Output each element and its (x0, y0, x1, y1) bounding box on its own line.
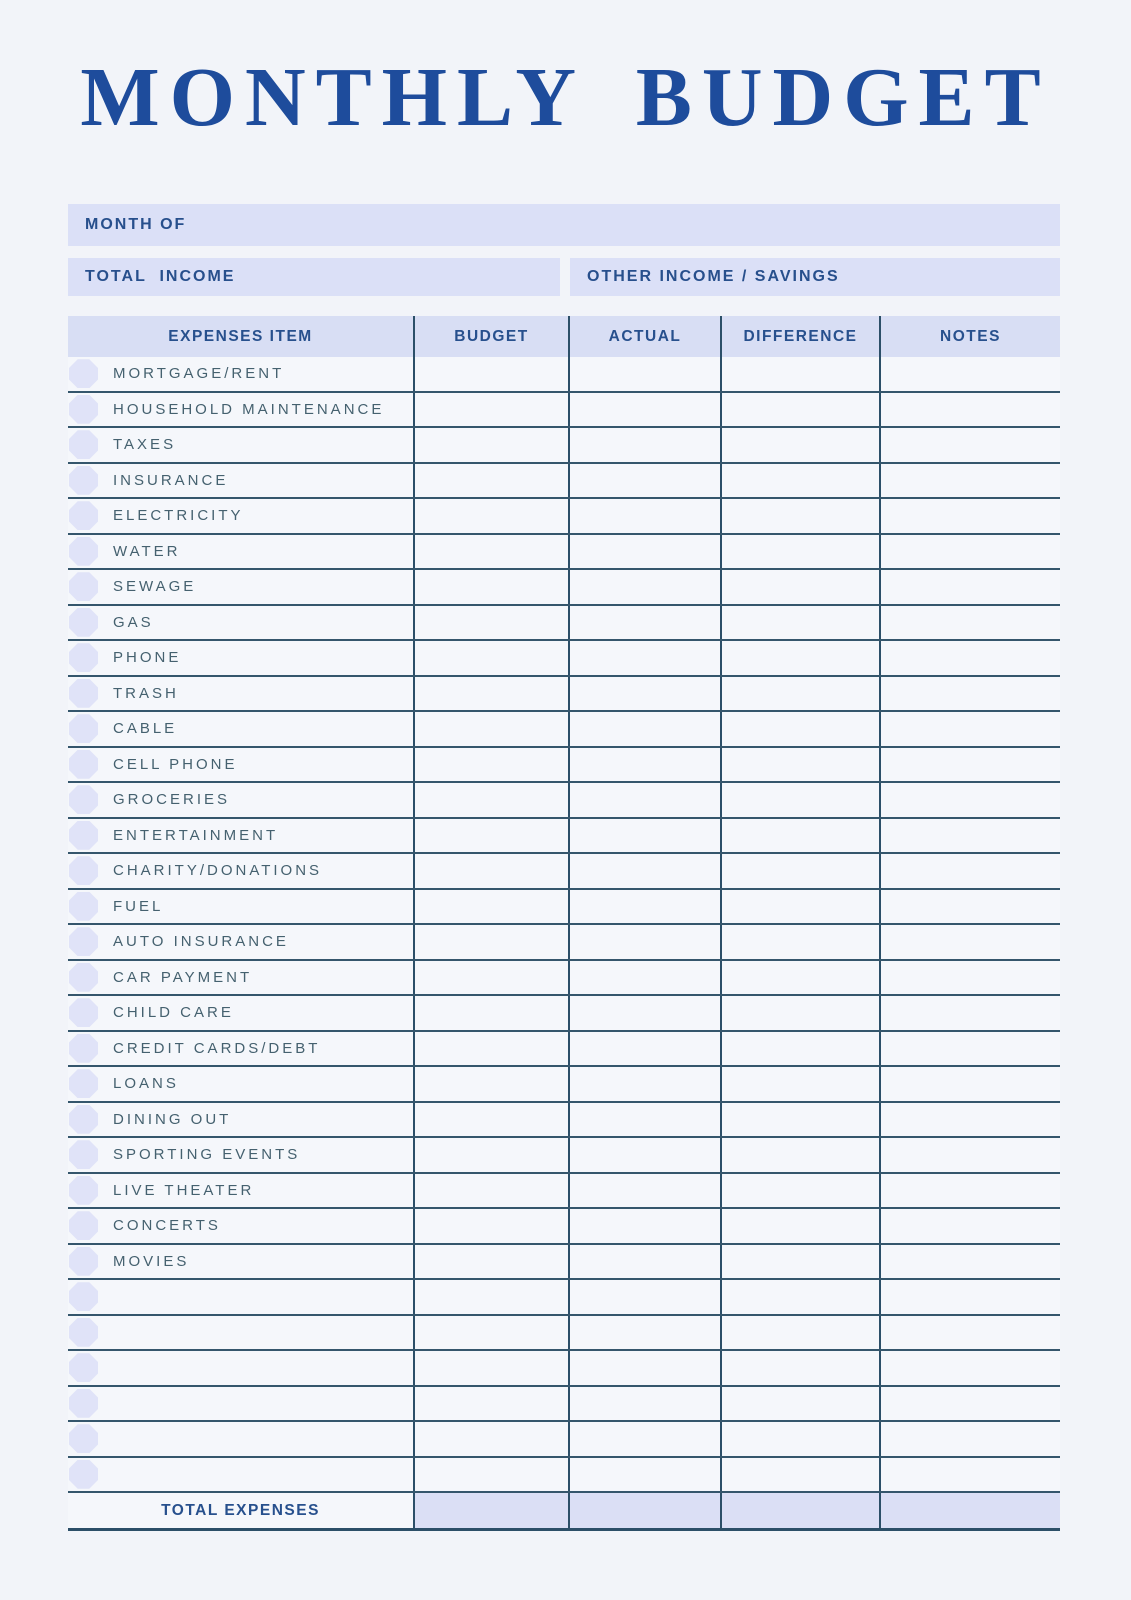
actual-cell (568, 783, 720, 817)
table-row (68, 1316, 1060, 1352)
column-header-expenses-item: EXPENSES ITEM (168, 327, 313, 345)
expense-item-label: INSURANCE (113, 471, 229, 489)
actual-cell (568, 854, 720, 888)
notes-cell (879, 1103, 1060, 1137)
difference-cell (720, 393, 879, 427)
notes-cell (879, 996, 1060, 1030)
table-row (68, 677, 1060, 713)
difference-cell (720, 1032, 879, 1066)
table-row (68, 925, 1060, 961)
expense-item-label: SEWAGE (113, 578, 197, 596)
bullet-octagon-icon (69, 821, 98, 850)
table-row (68, 783, 1060, 819)
actual-cell (568, 1422, 720, 1456)
bullet-octagon-icon (69, 1211, 98, 1240)
notes-cell (879, 854, 1060, 888)
bullet-octagon-icon (69, 679, 98, 708)
expense-item-label: WATER (113, 542, 181, 560)
expense-item-label: HOUSEHOLD MAINTENANCE (113, 400, 385, 418)
notes-cell (879, 464, 1060, 498)
budget-cell (413, 1280, 568, 1314)
expense-item-cell (68, 1316, 413, 1350)
expense-item-cell (68, 1138, 413, 1172)
actual-cell (568, 1032, 720, 1066)
budget-cell (413, 677, 568, 711)
budget-cell (413, 1067, 568, 1101)
budget-cell (413, 499, 568, 533)
notes-cell (879, 1458, 1060, 1492)
budget-cell (413, 854, 568, 888)
budget-cell (413, 1387, 568, 1421)
actual-cell (568, 1245, 720, 1279)
bullet-octagon-icon (69, 572, 98, 601)
actual-cell (568, 606, 720, 640)
expense-item-cell (68, 854, 413, 888)
expense-item-cell (68, 641, 413, 675)
table-row (68, 712, 1060, 748)
budget-cell (413, 783, 568, 817)
expense-item-cell (68, 1103, 413, 1137)
bullet-octagon-icon (69, 856, 98, 885)
bullet-octagon-icon (69, 1069, 98, 1098)
difference-cell (720, 499, 879, 533)
bullet-octagon-icon (69, 750, 98, 779)
actual-cell (568, 890, 720, 924)
expense-item-label: DINING OUT (113, 1110, 232, 1128)
bullet-octagon-icon (69, 1140, 98, 1169)
bullet-octagon-icon (69, 1105, 98, 1134)
bullet-octagon-icon (69, 395, 98, 424)
expense-item-cell (68, 748, 413, 782)
difference-cell (720, 535, 879, 569)
expense-item-cell (68, 1351, 413, 1385)
budget-cell (413, 961, 568, 995)
budget-cell (413, 1103, 568, 1137)
table-row (68, 1458, 1060, 1494)
expense-item-label: PHONE (113, 649, 182, 667)
actual-cell (568, 1316, 720, 1350)
page-title: MONTHLY BUDGET (80, 51, 1051, 144)
column-header-actual: ACTUAL (568, 316, 720, 357)
table-row (68, 996, 1060, 1032)
expense-item-label: MORTGAGE/RENT (113, 365, 285, 383)
expense-item-cell (68, 996, 413, 1030)
notes-cell (879, 641, 1060, 675)
expense-item-cell (68, 1387, 413, 1421)
notes-cell (879, 677, 1060, 711)
expense-item-label: AUTO INSURANCE (113, 933, 289, 951)
expense-item-label: LIVE THEATER (113, 1181, 255, 1199)
actual-cell (568, 925, 720, 959)
bullet-octagon-icon (69, 927, 98, 956)
table-row (68, 854, 1060, 890)
budget-cell (413, 606, 568, 640)
actual-cell (568, 748, 720, 782)
notes-cell (879, 890, 1060, 924)
expense-item-cell (68, 357, 413, 391)
expense-item-cell (68, 570, 413, 604)
actual-cell (568, 428, 720, 462)
expense-item-cell (68, 393, 413, 427)
bullet-octagon-icon (69, 892, 98, 921)
expense-item-cell (68, 925, 413, 959)
budget-cell (413, 535, 568, 569)
budget-cell (413, 712, 568, 746)
column-header-budget: BUDGET (413, 316, 568, 357)
bullet-octagon-icon (69, 466, 98, 495)
table-row (68, 570, 1060, 606)
expense-item-label: LOANS (113, 1075, 179, 1093)
actual-cell (568, 819, 720, 853)
bullet-octagon-icon (69, 359, 98, 388)
expense-item-label: GROCERIES (113, 791, 231, 809)
notes-cell (879, 1174, 1060, 1208)
expense-item-label: CABLE (113, 720, 178, 738)
expense-item-cell (68, 464, 413, 498)
other-income-savings-label: OTHER INCOME / SAVINGS (587, 268, 840, 285)
actual-cell (568, 535, 720, 569)
budget-cell (413, 428, 568, 462)
budget-cell (413, 1316, 568, 1350)
notes-cell (879, 748, 1060, 782)
total-income-field (68, 258, 560, 296)
total-expenses-label: TOTAL EXPENSES (161, 1501, 320, 1519)
table-row (68, 961, 1060, 997)
actual-cell (568, 677, 720, 711)
total-notes-cell (879, 1493, 1060, 1528)
difference-cell (720, 1458, 879, 1492)
expense-item-label: SPORTING EVENTS (113, 1146, 301, 1164)
notes-cell (879, 1316, 1060, 1350)
budget-cell (413, 357, 568, 391)
actual-cell (568, 393, 720, 427)
difference-cell (720, 606, 879, 640)
budget-cell (413, 641, 568, 675)
expense-item-label: CONCERTS (113, 1217, 221, 1235)
actual-cell (568, 961, 720, 995)
budget-cell (413, 1422, 568, 1456)
bullet-octagon-icon (69, 1176, 98, 1205)
table-row (68, 1387, 1060, 1423)
bullet-octagon-icon (69, 963, 98, 992)
expense-item-label: GAS (113, 613, 154, 631)
difference-cell (720, 357, 879, 391)
total-budget-cell (413, 1493, 568, 1528)
bullet-octagon-icon (69, 608, 98, 637)
budget-cell (413, 996, 568, 1030)
table-row (68, 393, 1060, 429)
other-income-savings-field (570, 258, 1060, 296)
notes-cell (879, 393, 1060, 427)
table-row (68, 1174, 1060, 1210)
actual-cell (568, 464, 720, 498)
difference-cell (720, 748, 879, 782)
difference-cell (720, 677, 879, 711)
bullet-octagon-icon (69, 537, 98, 566)
table-row (68, 819, 1060, 855)
notes-cell (879, 1245, 1060, 1279)
budget-cell (413, 393, 568, 427)
difference-cell (720, 996, 879, 1030)
expense-item-label: ENTERTAINMENT (113, 826, 279, 844)
table-header-row (68, 316, 1060, 357)
notes-cell (879, 1209, 1060, 1243)
table-row (68, 641, 1060, 677)
bullet-octagon-icon (69, 1389, 98, 1418)
expense-item-label: TRASH (113, 684, 179, 702)
actual-cell (568, 1067, 720, 1101)
notes-cell (879, 783, 1060, 817)
expense-item-label: CHILD CARE (113, 1004, 234, 1022)
notes-cell (879, 961, 1060, 995)
bullet-octagon-icon (69, 1353, 98, 1382)
difference-cell (720, 1138, 879, 1172)
budget-cell (413, 1245, 568, 1279)
bullet-octagon-icon (69, 1247, 98, 1276)
expense-item-cell (68, 1245, 413, 1279)
difference-cell (720, 1316, 879, 1350)
total-actual-cell (568, 1493, 720, 1528)
expense-item-label: TAXES (113, 436, 177, 454)
bullet-octagon-icon (69, 1034, 98, 1063)
actual-cell (568, 712, 720, 746)
total-expenses-row (68, 1493, 1060, 1531)
table-row (68, 535, 1060, 571)
bullet-octagon-icon (69, 1460, 98, 1489)
table-row (68, 357, 1060, 393)
expense-item-cell (68, 961, 413, 995)
difference-cell (720, 1103, 879, 1137)
table-row (68, 748, 1060, 784)
budget-cell (413, 1351, 568, 1385)
bullet-octagon-icon (69, 430, 98, 459)
expense-item-cell (68, 677, 413, 711)
expense-item-cell (68, 535, 413, 569)
actual-cell (568, 1387, 720, 1421)
notes-cell (879, 1067, 1060, 1101)
column-header-notes: NOTES (879, 316, 1060, 357)
budget-cell (413, 1032, 568, 1066)
notes-cell (879, 535, 1060, 569)
difference-cell (720, 1351, 879, 1385)
expense-item-cell (68, 712, 413, 746)
bullet-octagon-icon (69, 1282, 98, 1311)
difference-cell (720, 1280, 879, 1314)
bullet-octagon-icon (69, 998, 98, 1027)
expense-item-cell (68, 606, 413, 640)
difference-cell (720, 1209, 879, 1243)
difference-cell (720, 428, 879, 462)
notes-cell (879, 1351, 1060, 1385)
expense-item-cell (68, 1280, 413, 1314)
actual-cell (568, 1174, 720, 1208)
difference-cell (720, 819, 879, 853)
difference-cell (720, 712, 879, 746)
notes-cell (879, 357, 1060, 391)
actual-cell (568, 996, 720, 1030)
expense-item-label: CHARITY/DONATIONS (113, 862, 323, 880)
budget-cell (413, 890, 568, 924)
table-body (68, 357, 1060, 1493)
notes-cell (879, 1032, 1060, 1066)
expense-item-cell (68, 428, 413, 462)
actual-cell (568, 1138, 720, 1172)
table-row (68, 1067, 1060, 1103)
table-row (68, 1138, 1060, 1174)
budget-cell (413, 748, 568, 782)
notes-cell (879, 570, 1060, 604)
difference-cell (720, 783, 879, 817)
table-row (68, 1280, 1060, 1316)
month-of-label: MONTH OF (85, 216, 187, 233)
difference-cell (720, 464, 879, 498)
expense-item-cell (68, 499, 413, 533)
expense-item-cell (68, 1422, 413, 1456)
expense-item-cell (68, 1067, 413, 1101)
difference-cell (720, 1387, 879, 1421)
expense-item-label: FUEL (113, 897, 164, 915)
budget-cell (413, 570, 568, 604)
difference-cell (720, 890, 879, 924)
table-row (68, 1422, 1060, 1458)
notes-cell (879, 925, 1060, 959)
actual-cell (568, 499, 720, 533)
table-row (68, 499, 1060, 535)
notes-cell (879, 1138, 1060, 1172)
expense-item-cell (68, 890, 413, 924)
table-row (68, 464, 1060, 500)
form-content (68, 204, 1060, 1531)
notes-cell (879, 499, 1060, 533)
expense-item-cell (68, 1458, 413, 1492)
expense-item-cell (68, 1032, 413, 1066)
actual-cell (568, 641, 720, 675)
table-row (68, 890, 1060, 926)
difference-cell (720, 1422, 879, 1456)
notes-cell (879, 1422, 1060, 1456)
bullet-octagon-icon (69, 714, 98, 743)
budget-cell (413, 1138, 568, 1172)
difference-cell (720, 1067, 879, 1101)
difference-cell (720, 961, 879, 995)
difference-cell (720, 570, 879, 604)
actual-cell (568, 357, 720, 391)
actual-cell (568, 1351, 720, 1385)
expenses-table (68, 316, 1060, 1531)
bullet-octagon-icon (69, 785, 98, 814)
notes-cell (879, 712, 1060, 746)
budget-cell (413, 1174, 568, 1208)
difference-cell (720, 1174, 879, 1208)
expense-item-label: MOVIES (113, 1252, 190, 1270)
column-header-difference: DIFFERENCE (720, 316, 879, 357)
table-row (68, 1032, 1060, 1068)
bullet-octagon-icon (69, 501, 98, 530)
expense-item-label: CREDIT CARDS/DEBT (113, 1039, 321, 1057)
total-income-label: TOTAL INCOME (85, 268, 236, 285)
budget-cell (413, 1209, 568, 1243)
budget-cell (413, 464, 568, 498)
expense-item-cell (68, 1174, 413, 1208)
budget-cell (413, 1458, 568, 1492)
difference-cell (720, 925, 879, 959)
actual-cell (568, 1209, 720, 1243)
notes-cell (879, 606, 1060, 640)
difference-cell (720, 854, 879, 888)
budget-cell (413, 925, 568, 959)
notes-cell (879, 1387, 1060, 1421)
expense-item-label: ELECTRICITY (113, 507, 244, 525)
actual-cell (568, 1458, 720, 1492)
notes-cell (879, 1280, 1060, 1314)
budget-cell (413, 819, 568, 853)
table-row (68, 1245, 1060, 1281)
difference-cell (720, 1245, 879, 1279)
actual-cell (568, 1280, 720, 1314)
table-row (68, 1103, 1060, 1139)
income-fields-row (68, 258, 1060, 296)
bullet-octagon-icon (69, 1318, 98, 1347)
difference-cell (720, 641, 879, 675)
expense-item-label: CELL PHONE (113, 755, 238, 773)
expense-item-cell (68, 1209, 413, 1243)
actual-cell (568, 570, 720, 604)
table-row (68, 428, 1060, 464)
table-row (68, 1351, 1060, 1387)
bullet-octagon-icon (69, 1424, 98, 1453)
total-difference-cell (720, 1493, 879, 1528)
expense-item-cell (68, 819, 413, 853)
expense-item-cell (68, 783, 413, 817)
expense-item-label: CAR PAYMENT (113, 968, 253, 986)
month-of-field (68, 204, 1060, 246)
bullet-octagon-icon (69, 643, 98, 672)
notes-cell (879, 428, 1060, 462)
table-row (68, 606, 1060, 642)
actual-cell (568, 1103, 720, 1137)
table-row (68, 1209, 1060, 1245)
notes-cell (879, 819, 1060, 853)
